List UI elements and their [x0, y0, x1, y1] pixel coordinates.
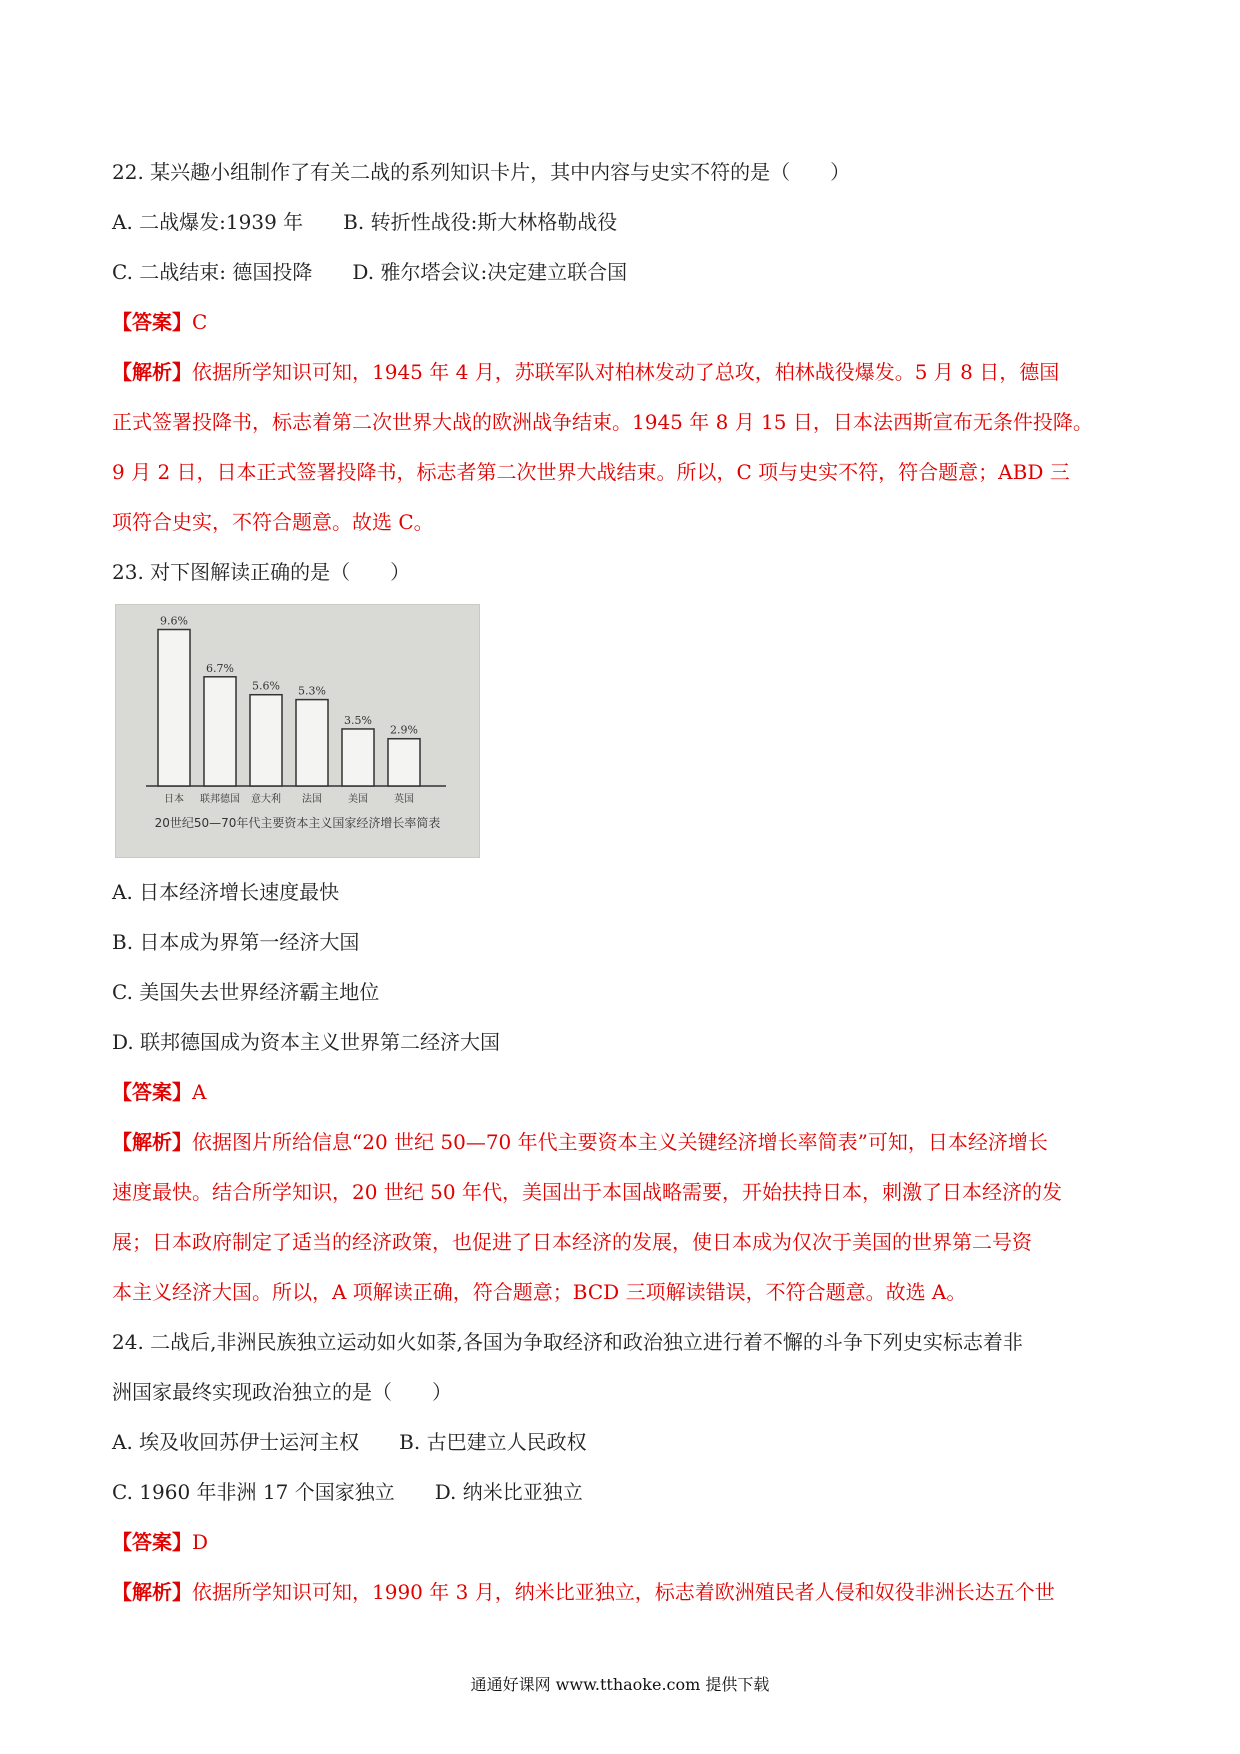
- chart-value-label: 5.3%: [298, 684, 326, 698]
- q23-stem: 23. 对下图解读正确的是（ ）: [112, 560, 411, 584]
- q23-option-a: A. 日本经济增长速度最快: [112, 880, 340, 904]
- answer-tag: 【答案】: [112, 1080, 192, 1104]
- chart-bar: [204, 677, 236, 786]
- answer-tag: 【答案】: [112, 310, 192, 334]
- chart-category-label: 英国: [394, 794, 414, 805]
- q22-option-c: C. 二战结束: 德国投降: [112, 260, 313, 284]
- q23-option-c: C. 美国失去世界经济霸主地位: [112, 980, 380, 1004]
- answer-value: A: [192, 1080, 207, 1104]
- chart-bar: [388, 739, 420, 786]
- q23-answer: [112, 1078, 206, 1106]
- chart-category-label: 法国: [302, 794, 322, 805]
- page-footer: 通通好课网 www.tthaoke.com 提供下载: [470, 1675, 770, 1694]
- growth-rate-bar-chart: [115, 604, 480, 858]
- q22-analysis-line-4: 项符合史实，不符合题意。故选 C。: [112, 510, 434, 534]
- chart-title: 20世纪50—70年代主要资本主义国家经济增长率简表: [154, 816, 441, 830]
- chart-category-label: 意大利: [251, 794, 281, 805]
- q23-option-b: B. 日本成为界第一经济大国: [112, 930, 360, 954]
- q24-options-row-2: [112, 1478, 583, 1506]
- q24-answer: [112, 1528, 208, 1556]
- q22-option-d: D. 雅尔塔会议:决定建立联合国: [352, 260, 628, 284]
- q22-options-row-2: [112, 258, 627, 286]
- q24-options-row-1: [112, 1428, 587, 1456]
- analysis-text: 依据所学知识可知，1945 年 4 月，苏联军队对柏林发动了总攻，柏林战役爆发。5 月 8 日，德国: [192, 360, 1060, 384]
- chart-bar: [250, 695, 282, 786]
- answer-tag: 【答案】: [112, 1530, 192, 1554]
- chart-value-label: 2.9%: [390, 723, 418, 737]
- chart-category-label: 联邦德国: [200, 794, 240, 805]
- chart-value-label: 5.6%: [252, 679, 280, 693]
- chart-value-label: 3.5%: [344, 713, 372, 727]
- analysis-text: 依据图片所给信息“20 世纪 50—70 年代主要资本主义关键经济增长率简表”可知，日本经济增长: [192, 1130, 1048, 1154]
- chart-value-label: 6.7%: [206, 661, 234, 675]
- q22-analysis-line-2: 正式签署投降书，标志着第二次世界大战的欧洲战争结束。1945 年 8 月 15 日，日本法西斯宣布无条件投降。: [112, 410, 1093, 434]
- analysis-text: 依据所学知识可知，1990 年 3 月，纳米比亚独立，标志着欧洲殖民者人侵和奴役非洲长达五个世: [192, 1580, 1055, 1604]
- analysis-tag: 【解析】: [112, 360, 192, 384]
- q22-answer: [112, 308, 207, 336]
- chart-bar: [158, 630, 190, 786]
- chart-value-label: 9.6%: [160, 614, 188, 628]
- q24-option-d: D. 纳米比亚独立: [434, 1480, 583, 1504]
- chart-bar: [342, 729, 374, 786]
- q23-analysis-line-2: 速度最快。结合所学知识，20 世纪 50 年代，美国出于本国战略需要，开始扶持日本，刺激了日本经济的发: [112, 1180, 1062, 1204]
- q23-analysis-line-1: [112, 1128, 1048, 1156]
- q24-stem-line-2: 洲国家最终实现政治独立的是（ ）: [112, 1380, 452, 1404]
- q24-analysis-line-1: [112, 1578, 1055, 1606]
- q22-analysis-line-3: 9 月 2 日，日本正式签署投降书，标志者第二次世界大战结束。所以，C 项与史实不符，符合题意；ABD 三: [112, 460, 1070, 484]
- q22-options-row-1: [112, 208, 617, 236]
- q22-stem: 22. 某兴趣小组制作了有关二战的系列知识卡片，其中内容与史实不符的是（ ）: [112, 160, 851, 184]
- q23-analysis-line-3: 展；日本政府制定了适当的经济政策，也促进了日本经济的发展，使日本成为仅次于美国的世界第二号资: [112, 1230, 1032, 1254]
- q22-option-b: B. 转折性战役:斯大林格勒战役: [343, 210, 618, 234]
- q23-option-d: D. 联邦德国成为资本主义世界第二经济大国: [112, 1030, 501, 1054]
- answer-value: D: [192, 1530, 209, 1554]
- chart-category-label: 美国: [348, 794, 368, 805]
- q24-option-c: C. 1960 年非洲 17 个国家独立: [112, 1480, 395, 1504]
- q24-option-a: A. 埃及收回苏伊士运河主权: [112, 1430, 360, 1454]
- q24-stem-line-1: 24. 二战后,非洲民族独立运动如火如荼,各国为争取经济和政治独立进行着不懈的斗争下列史实标志着非: [112, 1330, 1023, 1354]
- chart-category-label: 日本: [164, 794, 184, 805]
- chart-bar: [296, 700, 328, 786]
- q24-option-b: B. 古巴建立人民政权: [399, 1430, 587, 1454]
- q22-analysis-line-1: [112, 358, 1059, 386]
- q23-analysis-line-4: 本主义经济大国。所以，A 项解读正确，符合题意；BCD 三项解读错误，不符合题意。故选 A。: [112, 1280, 967, 1304]
- analysis-tag: 【解析】: [112, 1130, 192, 1154]
- answer-value: C: [192, 310, 208, 334]
- chart-svg: [116, 605, 479, 857]
- q22-option-a: A. 二战爆发:1939 年: [112, 210, 304, 234]
- analysis-tag: 【解析】: [112, 1580, 192, 1604]
